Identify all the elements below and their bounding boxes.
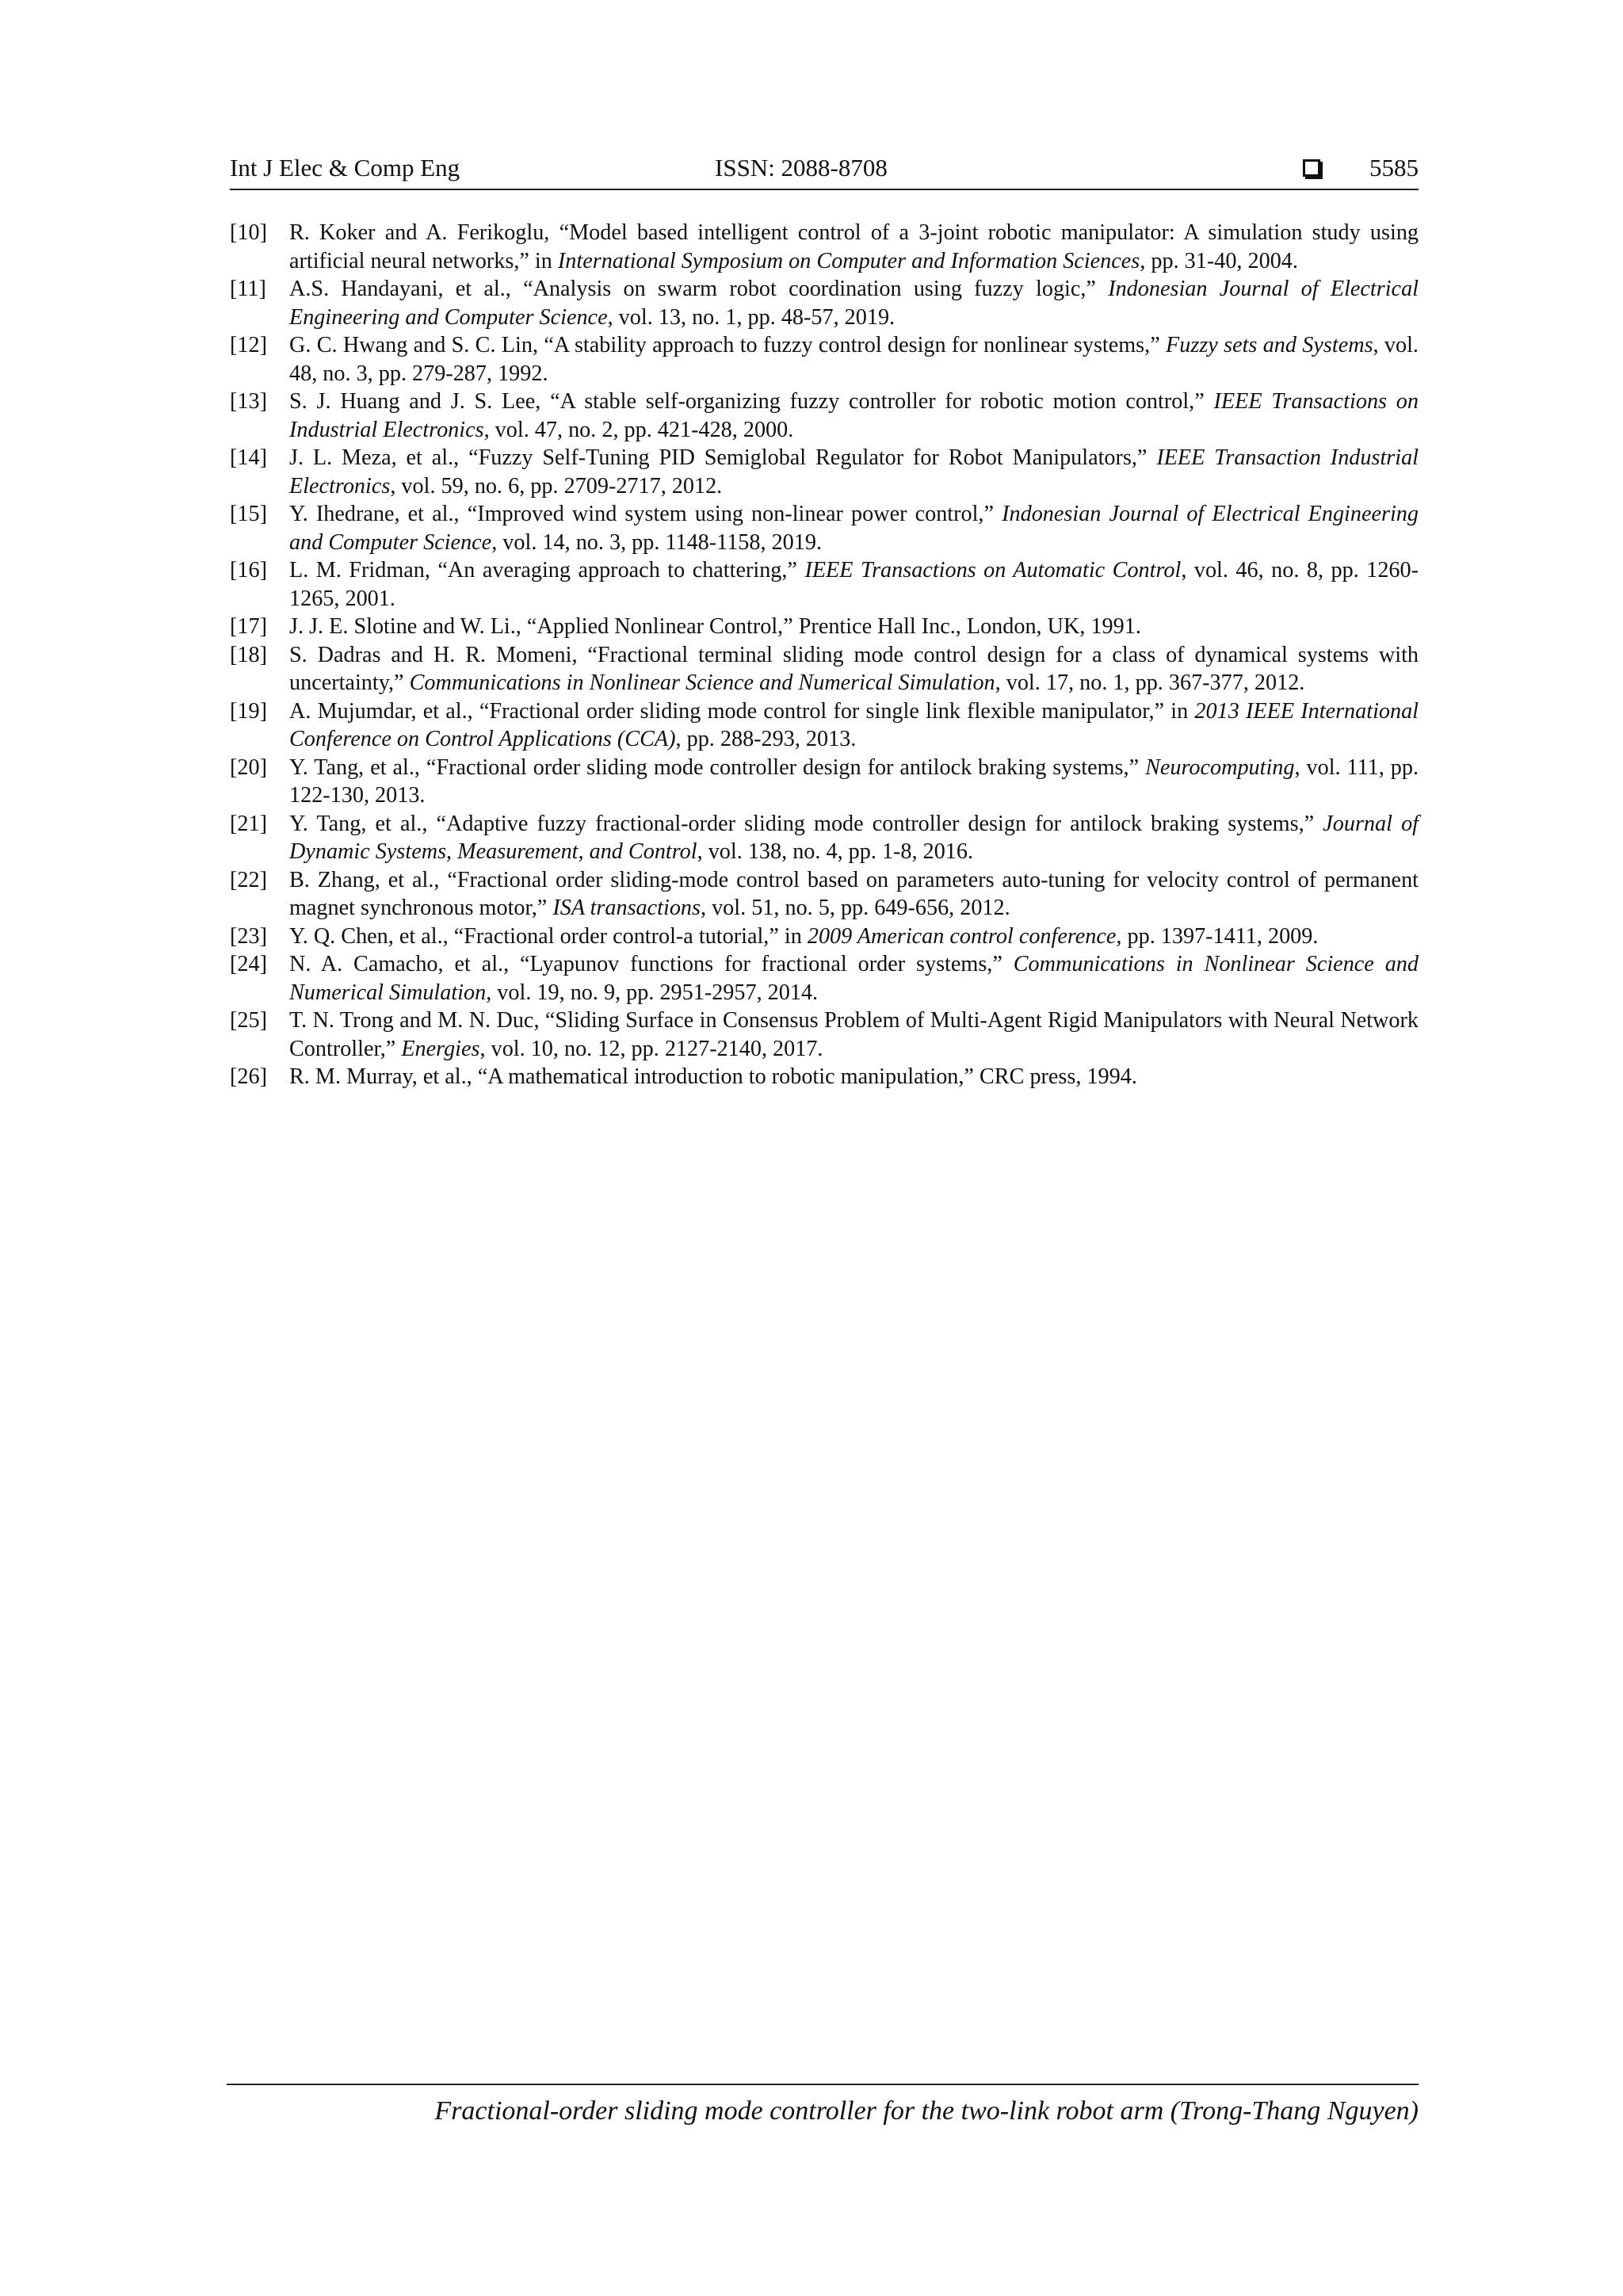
reference-item bbox=[230, 754, 1419, 810]
reference-venue: Journal of Dynamic Systems, Measurement, and Control bbox=[289, 811, 1419, 864]
reference-item bbox=[230, 641, 1419, 697]
reference-item bbox=[230, 950, 1419, 1007]
reference-text: G. C. Hwang and S. C. Lin, “A stability approach to fuzzy control design for nonlinear systems,” bbox=[289, 333, 1167, 357]
reference-text: L. M. Fridman, “An averaging approach to chattering,” bbox=[289, 558, 805, 583]
reference-item bbox=[230, 810, 1419, 866]
reference-item bbox=[230, 923, 1419, 951]
reference-number: [10] bbox=[230, 220, 267, 245]
reference-text: A.S. Handayani, et al., “Analysis on swarm robot coordination using fuzzy logic,” bbox=[289, 277, 1109, 301]
reference-venue: ISA transactions bbox=[552, 896, 701, 920]
reference-details: , vol. 13, no. 1, pp. 48-57, 2019. bbox=[607, 304, 896, 330]
journal-name: Int J Elec & Comp Eng bbox=[230, 154, 460, 181]
reference-item bbox=[230, 219, 1419, 275]
page-number: 5585 bbox=[1369, 154, 1419, 181]
reference-details: pp. 1397-1411, 2009. bbox=[1121, 923, 1319, 949]
reference-number: [13] bbox=[230, 389, 267, 414]
reference-item bbox=[230, 556, 1419, 613]
reference-text: A. Mujumdar, et al., “Fractional order sliding mode control for single link flexible manipulator,” in bbox=[289, 698, 1195, 724]
reference-details: , vol. 48, no. 3, pp. 279-287, 1992. bbox=[289, 333, 1419, 386]
reference-text: S. Dadras and H. R. Momeni, “Fractional terminal sliding mode control design for a class of dynamical systems with uncertainty,” bbox=[289, 642, 1419, 695]
reference-number: [26] bbox=[230, 1064, 267, 1089]
reference-details: vol. 14, no. 3, pp. 1148-1158, 2019. bbox=[497, 529, 823, 555]
reference-venue: Fuzzy sets and Systems bbox=[1166, 333, 1373, 357]
reference-number: [20] bbox=[230, 755, 267, 780]
reference-text: Y. Tang, et al., “Fractional order sliding mode controller design for antilock braking systems,” bbox=[289, 755, 1146, 780]
reference-text: J. J. E. Slotine and W. Li., “Applied Nonlinear Control,” Prentice Hall Inc., London, UK, 1991. bbox=[289, 614, 1141, 639]
reference-item bbox=[230, 500, 1419, 556]
reference-venue: Communications in Nonlinear Science and Numerical Simulation bbox=[409, 670, 995, 695]
reference-details: , vol. 51, no. 5, pp. 649-656, 2012. bbox=[700, 896, 1010, 920]
issn: ISSN: 2088-8708 bbox=[715, 154, 888, 181]
reference-venue: International Symposium on Computer and Information Sciences, bbox=[557, 248, 1146, 273]
reference-text: N. A. Camacho, et al., “Lyapunov functions for fractional order systems,” bbox=[289, 952, 1014, 976]
running-footer: Fractional-order sliding mode controller for the two-link robot arm (Trong-Thang Nguyen) bbox=[227, 2084, 1419, 2126]
reference-details: pp. 31-40, 2004. bbox=[1145, 248, 1298, 273]
reference-text: B. Zhang, et al., “Fractional order sliding-mode control based on parameters auto-tuning for velocity control of permanent magnet synchronous motor,” bbox=[289, 867, 1419, 920]
reference-number: [15] bbox=[230, 502, 267, 526]
reference-details: , pp. 288-293, 2013. bbox=[675, 727, 857, 751]
reference-number: [25] bbox=[230, 1008, 267, 1033]
reference-venue: 2009 American control conference, bbox=[807, 923, 1122, 949]
reference-number: [23] bbox=[230, 923, 267, 949]
reference-text: J. L. Meza, et al., “Fuzzy Self-Tuning PID Semiglobal Regulator for Robot Manipulators,” bbox=[289, 445, 1157, 470]
reference-venue: IEEE Transaction Industrial Electronics bbox=[289, 445, 1419, 499]
reference-venue: 2013 IEEE International Conference on Control Applications (CCA) bbox=[289, 698, 1419, 751]
reference-item bbox=[230, 866, 1419, 923]
reference-number: [14] bbox=[230, 445, 267, 470]
reference-number: [19] bbox=[230, 698, 267, 724]
reference-details: , vol. 47, no. 2, pp. 421-428, 2000. bbox=[483, 417, 794, 442]
reference-venue: Indonesian Journal of Electrical Engineering and Computer Science, bbox=[289, 502, 1419, 555]
reference-list bbox=[230, 219, 1419, 1091]
reference-venue: Energies bbox=[401, 1036, 480, 1061]
reference-text: R. Koker and A. Ferikoglu, “Model based intelligent control of a 3-joint robotic manipulator: A simulation study using artificial neural networks,” in bbox=[289, 220, 1419, 273]
reference-details: , vol. 10, no. 12, pp. 2127-2140, 2017. bbox=[479, 1036, 823, 1061]
reference-number: [16] bbox=[230, 558, 267, 583]
reference-details: , vol. 46, no. 8, pp. 1260-1265, 2001. bbox=[289, 558, 1419, 611]
reference-venue: Indonesian Journal of Electrical Engineering and Computer Science bbox=[289, 277, 1419, 330]
reference-venue: IEEE Transactions on Automatic Control bbox=[804, 558, 1182, 583]
reference-text: Y. Tang, et al., “Adaptive fuzzy fractional-order sliding mode controller design for antilock braking systems,” bbox=[289, 811, 1323, 836]
reference-venue: IEEE Transactions on Industrial Electronics bbox=[289, 389, 1419, 442]
reference-details: , vol. 59, no. 6, pp. 2709-2717, 2012. bbox=[390, 473, 723, 499]
reference-venue: Neurocomputing bbox=[1145, 755, 1295, 780]
reference-text: Y. Ihedrane, et al., “Improved wind system using non-linear power control,” bbox=[289, 502, 1002, 526]
reference-text: S. J. Huang and J. S. Lee, “A stable self-organizing fuzzy controller for robotic motion control,” bbox=[289, 389, 1214, 414]
reference-number: [24] bbox=[230, 952, 267, 976]
reference-number: [12] bbox=[230, 333, 267, 357]
page-header bbox=[230, 154, 1419, 190]
reference-number: [21] bbox=[230, 811, 267, 836]
reference-details: , vol. 19, no. 9, pp. 2951-2957, 2014. bbox=[486, 980, 819, 1005]
reference-item bbox=[230, 1063, 1419, 1091]
reference-number: [17] bbox=[230, 614, 267, 639]
reference-item bbox=[230, 444, 1419, 500]
reference-item bbox=[230, 697, 1419, 754]
reference-details: , vol. 111, pp. 122-130, 2013. bbox=[289, 755, 1419, 808]
reference-item bbox=[230, 275, 1419, 331]
reference-text: Y. Q. Chen, et al., “Fractional order control-a tutorial,” in bbox=[289, 923, 808, 949]
reference-text: R. M. Murray, et al., “A mathematical introduction to robotic manipulation,” CRC press, 1994. bbox=[289, 1064, 1137, 1089]
reference-item bbox=[230, 331, 1419, 388]
reference-venue: Communications in Nonlinear Science and Numerical Simulation bbox=[289, 952, 1419, 1005]
reference-details: , vol. 138, no. 4, pp. 1-8, 2016. bbox=[697, 839, 974, 864]
reference-details: , vol. 17, no. 1, pp. 367-377, 2012. bbox=[995, 670, 1305, 695]
square-bullet-icon bbox=[1303, 159, 1320, 177]
reference-number: [11] bbox=[230, 277, 266, 301]
reference-item bbox=[230, 1007, 1419, 1063]
reference-item bbox=[230, 613, 1419, 641]
reference-item bbox=[230, 388, 1419, 444]
reference-number: [18] bbox=[230, 642, 267, 667]
reference-text: T. N. Trong and M. N. Duc, “Sliding Surface in Consensus Problem of Multi-Agent Rigid Manipulators with Neural Network Controller,” bbox=[289, 1008, 1419, 1061]
reference-number: [22] bbox=[230, 867, 267, 892]
